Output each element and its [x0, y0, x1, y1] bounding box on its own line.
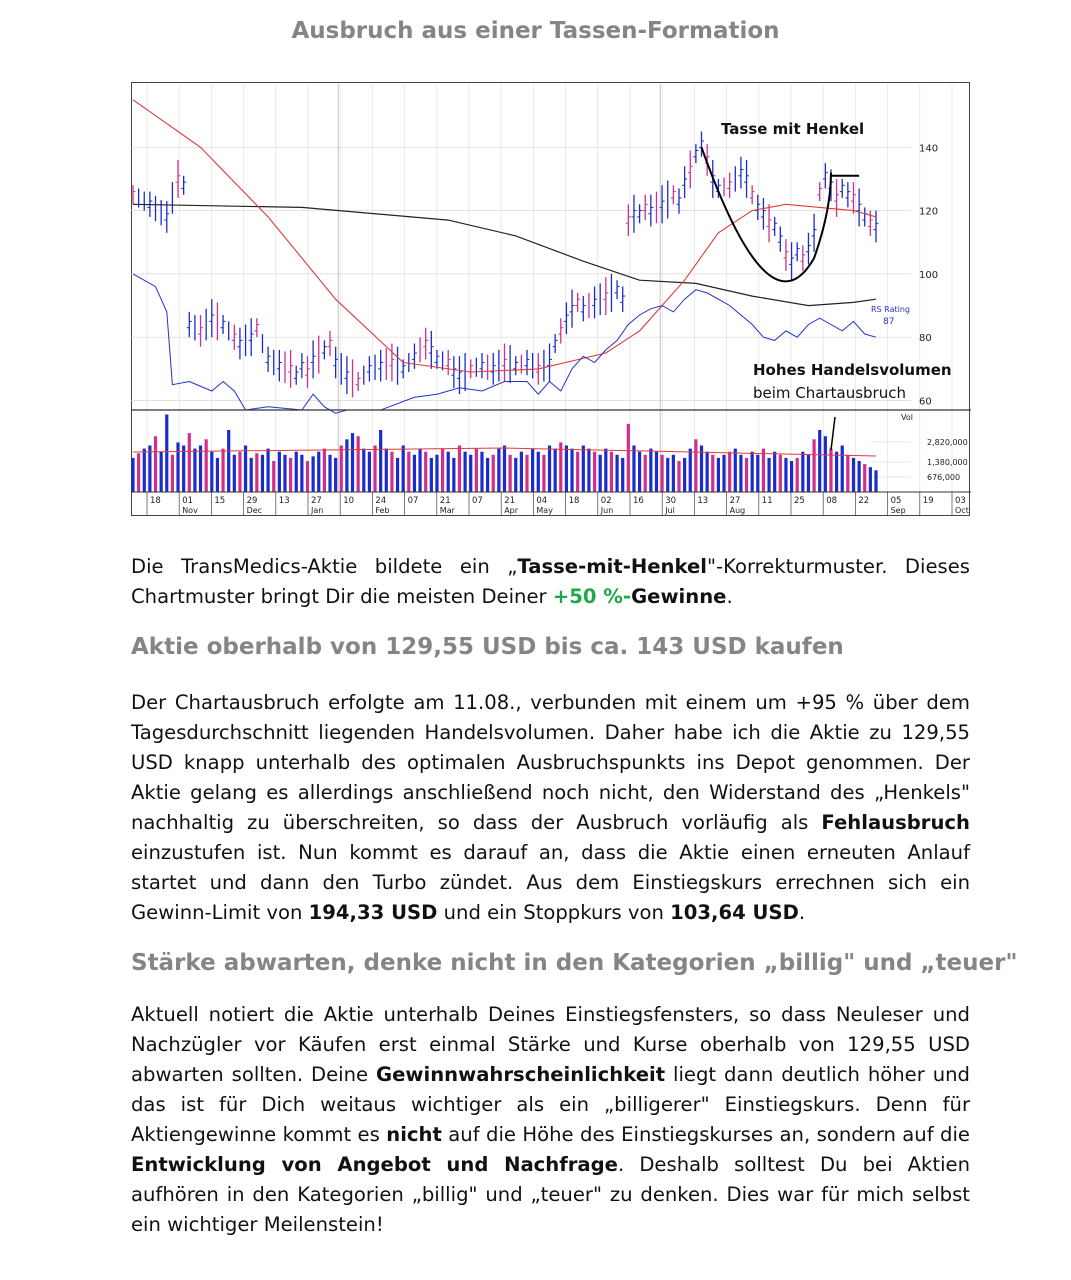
volume-bar: [463, 452, 466, 492]
volume-bar: [475, 449, 478, 492]
date-tick-label: 10: [343, 496, 355, 506]
date-tick-label: 21: [439, 496, 451, 506]
volume-bar: [610, 452, 613, 492]
volume-bar: [835, 452, 838, 492]
volume-bar: [385, 449, 388, 492]
volume-bar: [525, 455, 528, 492]
volume-bar: [717, 458, 720, 492]
volume-bar: [739, 455, 742, 492]
volume-bar: [858, 461, 861, 492]
month-label: Nov: [182, 506, 198, 515]
volume-bar: [441, 449, 444, 492]
date-tick-label: 13: [697, 496, 709, 506]
volume-bar: [520, 452, 523, 492]
volume-bar: [790, 461, 793, 492]
volume-bar: [542, 455, 545, 492]
volume-bar: [205, 439, 208, 492]
volume-bar: [362, 449, 365, 492]
volume-bar: [227, 430, 230, 492]
volume-bar: [694, 439, 697, 492]
volume-bar: [295, 452, 298, 492]
volume-bar: [210, 452, 213, 492]
volume-bar: [751, 452, 754, 492]
volume-bar: [706, 452, 709, 492]
date-tick-label: 01: [182, 496, 194, 506]
date-tick-label: 13: [278, 496, 290, 506]
month-label: Dec: [246, 506, 263, 515]
volume-bar: [672, 455, 675, 492]
volume-bar: [216, 458, 219, 492]
volume-bar: [312, 456, 315, 492]
volume-bar: [745, 458, 748, 492]
month-label: Mar: [439, 506, 455, 515]
date-tick-label: 05: [890, 496, 902, 506]
volume-bar: [390, 452, 393, 492]
volume-bar: [435, 455, 438, 492]
volume-bar: [863, 464, 866, 492]
volume-bar: [469, 455, 472, 492]
volume-bar: [447, 452, 450, 492]
volume-bar: [632, 446, 635, 493]
volume-bar: [773, 452, 776, 492]
volume-annotation-line-2: beim Chartausbruch: [753, 384, 906, 402]
volume-bar: [587, 449, 590, 492]
volume-axis-label: Vol: [901, 413, 913, 422]
volume-bar: [379, 430, 382, 492]
volume-bar: [818, 430, 821, 492]
date-tick-label: 16: [633, 496, 644, 506]
month-label: Jan: [311, 506, 324, 515]
volume-bar: [165, 415, 168, 493]
volume-bar: [402, 446, 405, 493]
section-heading-strength: Stärke abwarten, denke nicht in den Kategorien „billig" und „teuer": [131, 950, 1018, 976]
rs-rating-value: 87: [883, 317, 895, 327]
volume-bar: [784, 458, 787, 492]
volume-bar: [340, 446, 343, 493]
volume-bar: [627, 424, 630, 492]
section-heading-buy: Aktie oberhalb von 129,55 USD bis ca. 143 USD kaufen: [131, 634, 844, 660]
volume-bar: [677, 461, 680, 492]
volume-bar: [824, 436, 827, 492]
date-tick-label: 27: [311, 496, 322, 506]
volume-bar: [734, 449, 737, 492]
volume-bar: [317, 452, 320, 492]
date-tick-label: 19: [922, 496, 934, 506]
month-label: Sep: [890, 506, 906, 515]
volume-bar: [841, 446, 844, 493]
volume-bar: [666, 458, 669, 492]
volume-bar: [492, 455, 495, 492]
volume-bar: [649, 449, 652, 492]
volume-bar: [199, 446, 202, 493]
volume-bar: [762, 449, 765, 492]
date-tick-label: 08: [826, 496, 838, 506]
volume-bar: [233, 455, 236, 492]
date-tick-label: 22: [858, 496, 870, 506]
volume-bar: [323, 449, 326, 492]
volume-bar: [430, 458, 433, 492]
price-tick-label: 100: [919, 269, 939, 281]
volume-bar: [283, 455, 286, 492]
volume-bar: [334, 458, 337, 492]
volume-bar: [143, 449, 146, 492]
volume-bar: [689, 449, 692, 492]
rs-rating-label: RS Rating: [871, 305, 910, 314]
volume-bar: [615, 455, 618, 492]
volume-bar: [711, 455, 714, 492]
volume-bar: [131, 458, 134, 492]
volume-bar: [604, 449, 607, 492]
volume-bar: [278, 452, 281, 492]
volume-bar: [272, 461, 275, 492]
volume-bar: [621, 458, 624, 492]
volume-bar: [176, 442, 179, 492]
volume-bar: [154, 436, 157, 492]
month-label: Oct: [955, 506, 969, 515]
volume-bar: [593, 452, 596, 492]
price-tick-label: 140: [919, 143, 939, 155]
volume-bar: [351, 433, 354, 492]
volume-bar: [779, 455, 782, 492]
volume-bar: [503, 446, 506, 493]
volume-bar: [531, 449, 534, 492]
volume-bar: [509, 455, 512, 492]
date-tick-label: 15: [214, 496, 226, 506]
date-tick-label: 27: [729, 496, 741, 506]
date-tick-label: 29: [246, 496, 258, 506]
price-tick-label: 80: [919, 333, 932, 345]
volume-bar: [796, 458, 799, 492]
volume-bar: [514, 458, 517, 492]
page-title: Ausbruch aus einer Tassen-Formation: [291, 18, 780, 44]
month-label: Feb: [375, 506, 390, 515]
volume-bar: [452, 458, 455, 492]
volume-bar: [655, 452, 658, 492]
month-label: Apr: [504, 506, 519, 515]
volume-bar: [407, 452, 410, 492]
volume-tick-label: 1,380,000: [927, 458, 968, 467]
volume-bar: [644, 455, 647, 492]
volume-bar: [137, 453, 140, 492]
month-label: Aug: [729, 506, 746, 515]
volume-bar: [807, 455, 810, 492]
volume-bar: [756, 455, 759, 492]
volume-bar: [396, 458, 399, 492]
volume-bar: [537, 452, 540, 492]
volume-bar: [767, 458, 770, 492]
volume-bar: [418, 449, 421, 492]
paragraph-intro: Die TransMedics-Aktie bildete ein „Tasse-mit-Henkel"-Korrekturmuster. Dieses Chartmuster bringt Dir die meisten Deiner +50 %-Gewinne.: [131, 555, 970, 608]
volume-bar: [812, 439, 815, 492]
volume-bar: [582, 446, 585, 493]
volume-bar: [357, 436, 360, 492]
volume-bar: [458, 446, 461, 493]
volume-bar: [548, 446, 551, 493]
volume-bar: [801, 452, 804, 492]
volume-bar: [486, 458, 489, 492]
volume-bar: [683, 458, 686, 492]
volume-bar: [559, 442, 562, 492]
volume-bar: [266, 449, 269, 492]
date-tick-label: 04: [536, 496, 548, 506]
date-tick-label: 30: [665, 496, 677, 506]
volume-bar: [869, 467, 872, 492]
date-tick-label: 25: [794, 496, 805, 506]
volume-bar: [424, 452, 427, 492]
volume-bar: [554, 449, 557, 492]
volume-tick-label: 676,000: [927, 473, 961, 482]
date-tick-label: 18: [150, 496, 161, 506]
volume-bar: [171, 455, 174, 492]
volume-bar: [497, 449, 500, 492]
month-label: Jul: [665, 506, 675, 515]
volume-bar: [244, 446, 247, 493]
volume-bar: [328, 455, 331, 492]
volume-bar: [345, 439, 348, 492]
price-tick-label: 60: [919, 396, 932, 408]
date-tick-label: 11: [761, 496, 773, 506]
month-label: May: [536, 506, 553, 515]
price-tick-label: 120: [919, 206, 939, 218]
volume-annotation-line-1: Hohes Handelsvolumen: [753, 361, 952, 379]
date-tick-label: 18: [568, 496, 580, 506]
volume-bar: [638, 452, 641, 492]
volume-bar: [368, 452, 371, 492]
date-tick-label: 02: [600, 496, 612, 506]
date-tick-label: 03: [955, 496, 966, 506]
date-tick-label: 21: [504, 496, 516, 506]
volume-bar: [722, 455, 725, 492]
volume-bar: [221, 449, 224, 492]
volume-bar: [852, 458, 855, 492]
stock-chart: [131, 82, 971, 520]
volume-bar: [413, 455, 416, 492]
date-tick-label: 07: [407, 496, 419, 506]
volume-bar: [565, 446, 568, 493]
cup-handle-annotation: Tasse mit Henkel: [721, 120, 865, 138]
volume-bar: [188, 433, 191, 492]
volume-tick-label: 2,820,000: [927, 438, 968, 447]
volume-bar: [160, 452, 163, 492]
date-tick-label: 24: [375, 496, 387, 506]
volume-bar: [480, 452, 483, 492]
volume-bar: [728, 452, 731, 492]
volume-bar: [148, 446, 151, 493]
volume-bar: [261, 455, 264, 492]
volume-bar: [255, 453, 258, 492]
volume-bar: [373, 446, 376, 493]
volume-bar: [193, 449, 196, 492]
volume-bar: [306, 461, 309, 492]
volume-bar: [576, 452, 579, 492]
volume-bar: [250, 458, 253, 492]
volume-bar: [570, 449, 573, 492]
month-label: Jun: [600, 506, 614, 515]
volume-bar: [661, 455, 664, 492]
volume-bar: [846, 455, 849, 492]
volume-bar: [300, 455, 303, 492]
volume-bar: [182, 446, 185, 493]
volume-bar: [238, 452, 241, 492]
paragraph-strength: Aktuell notiert die Aktie unterhalb Deines Einstiegsfensters, so dass Neuleser und Nachzügler vor Käufen erst einmal Stärke und Kurse oberhalb von 129,55 USD abwarten sollten. Deine Gewinnwahrscheinlichkeit liegt dann deutlich höher und das ist für Dich weitaus wichtiger als ein „billigerer" Einstiegskurs. Denn für Aktiengewinne kommt es nicht auf die Höhe des Einstiegskurses an, sondern auf die Entwicklung von Angebot und Nachfrage. Deshalb solltest Du bei Aktien aufhören in den Kategorien „billig" und „teuer" zu denken. Dies war für mich selbst ein wichtiger Meilenstein!: [131, 1003, 971, 1236]
volume-bar: [289, 458, 292, 492]
volume-bar: [599, 455, 602, 492]
volume-bar: [874, 470, 877, 492]
date-tick-label: 07: [472, 496, 483, 506]
paragraph-breakout: Der Chartausbruch erfolgte am 11.08., verbunden mit einem um +95 % über dem Tagesdurchschnitt liegenden Handelsvolumen. Daher habe ich die Aktie zu 129,55 USD knapp unterhalb des optimalen Ausbruchspunkts ins Depot genommen. Der Aktie gelang es allerdings anschließend noch nicht, den Widerstand des „Henkels" nachhaltig zu überschreiten, so dass der Ausbruch vorläufig als Fehlausbruch einzustufen ist. Nun kommt es darauf an, dass die Aktie einen erneuten Anlauf startet und dann den Turbo zündet. Aus dem Einstiegskurs errechnen sich ein Gewinn-Limit von 194,33 USD und ein Stoppkurs von 103,64 USD.: [131, 691, 970, 924]
